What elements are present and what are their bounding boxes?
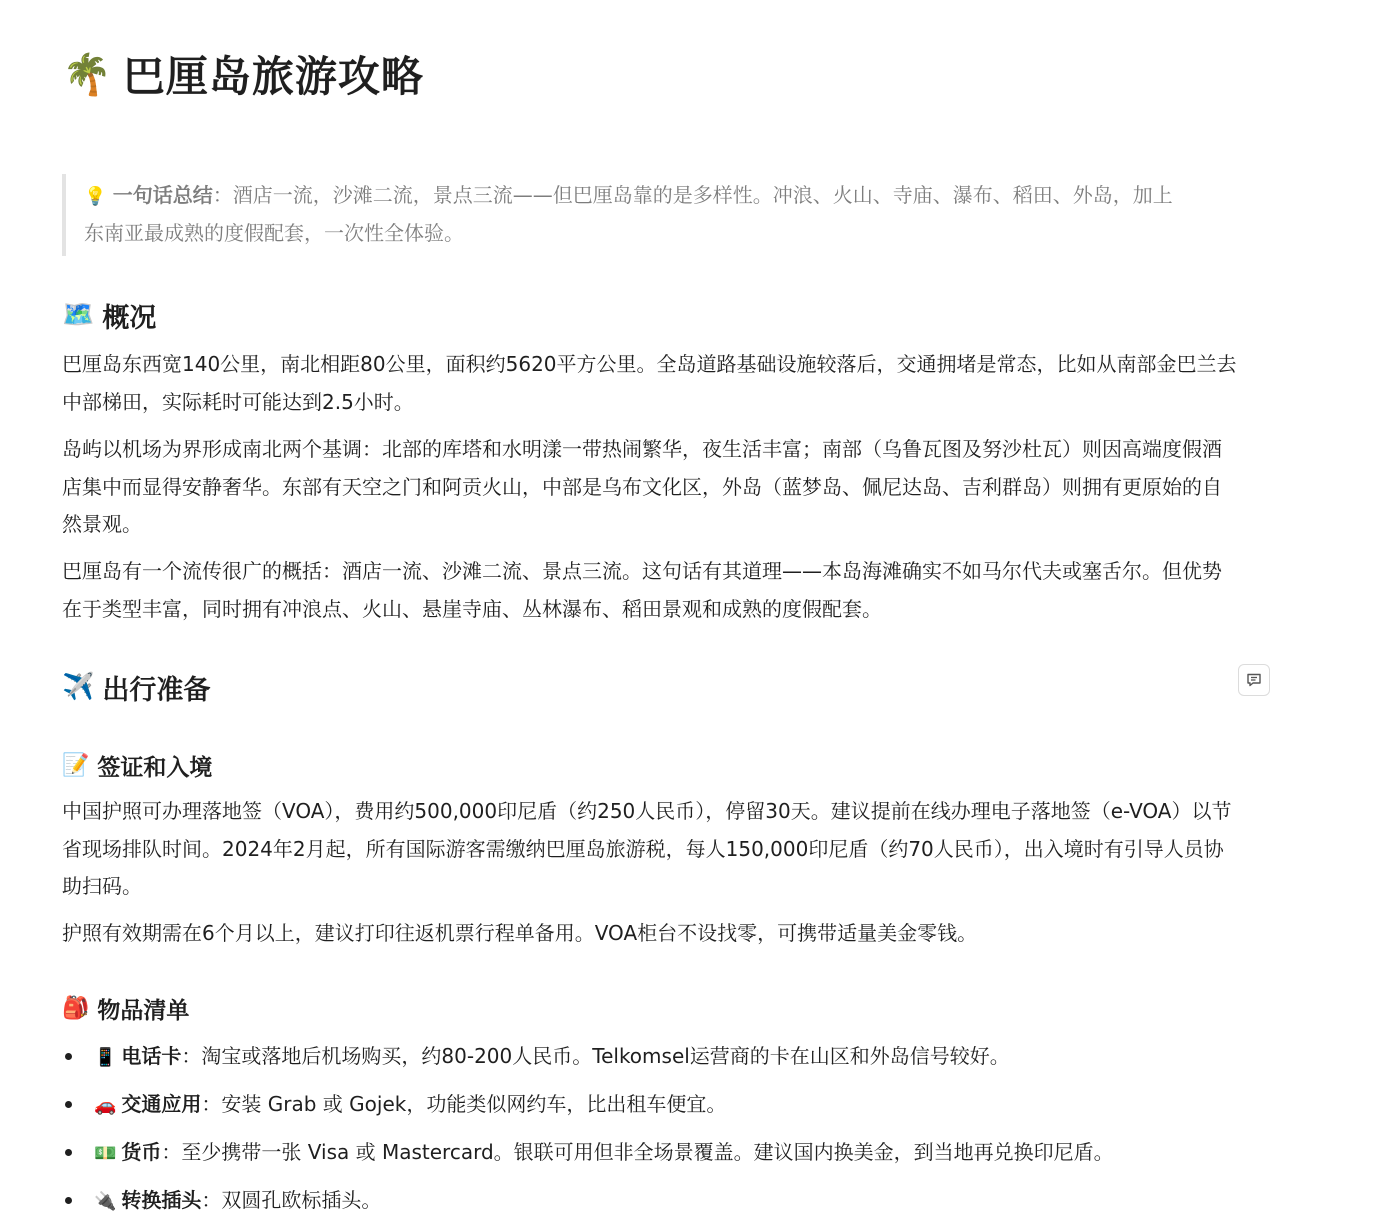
list-item-separator: ： — [201, 1092, 222, 1116]
overview-heading — [62, 295, 156, 335]
summary-text: 酒店一流，沙滩二流，景点三流——但巴厘岛靠的是多样性。冲浪、火山、寺庙、瀑布、稻田、外岛，加上东南亚最成熟的度假配套，一次性全体验。 — [84, 183, 1173, 245]
comment-icon — [1245, 671, 1263, 689]
list-item-label: 交通应用 — [121, 1092, 202, 1116]
summary-callout — [62, 174, 1222, 256]
list-item-label: 货币 — [121, 1140, 162, 1164]
list-item — [62, 1130, 1242, 1178]
comment-button[interactable] — [1238, 664, 1270, 696]
car-icon: 🚗 — [94, 1095, 117, 1116]
airplane-icon: ✈️ — [62, 672, 95, 702]
list-item-text: 至少携带一张 Visa 或 Mastercard。银联可用但非全场景覆盖。建议国内换美金，到当地再兑换印尼盾。 — [181, 1140, 1114, 1164]
page-title-text: 巴厘岛旅游攻略 — [122, 52, 424, 101]
overview-paragraph-3: 巴厘岛有一个流传很广的概括：酒店一流、沙滩二流、景点三流。这句话有其道理——本岛海滩确实不如马尔代夫或塞舌尔。但优势在于类型丰富，同时拥有冲浪点、火山、悬崖寺庙、丛林瀑布、稻田景观和成熟的度假配套。 — [62, 559, 1222, 621]
visa-paragraph-1: 中国护照可办理落地签（VOA），费用约500,000印尼盾（约250人民币），停留30天。建议提前在线办理电子落地签（e-VOA）以节省现场排队时间。2024年2月起，所有国际游客需缴纳巴厘岛旅游税，每人150,000印尼盾（约70人民币），出入境时有引导人员协助扫码。 — [62, 799, 1232, 898]
summary-label: 一句话总结 — [112, 183, 213, 207]
list-item-text: 安装 Grab 或 Gojek，功能类似网约车，比出租车便宜。 — [221, 1092, 727, 1116]
summary-separator: ： — [212, 183, 233, 207]
map-icon: 🗺️ — [62, 300, 95, 330]
page-title — [62, 42, 424, 106]
banknote-icon: 💵 — [94, 1143, 117, 1164]
backpack-icon: 🎒 — [62, 995, 90, 1021]
mobile-phone-icon: 📱 — [94, 1047, 117, 1068]
list-item-text: 淘宝或落地后机场购买，约80-200人民币。Telkomsel运营商的卡在山区和外岛信号较好。 — [201, 1044, 1010, 1068]
visa-paragraph-2: 护照有效期需在6个月以上，建议打印往返机票行程单备用。VOA柜台不设找零，可携带适量美金零钱。 — [62, 921, 978, 945]
plug-icon: 🔌 — [94, 1191, 117, 1212]
travel-prep-heading — [62, 667, 210, 707]
palm-tree-icon: 🌴 — [62, 51, 113, 98]
packing-heading — [62, 991, 189, 1025]
packing-heading-text: 物品清单 — [97, 997, 190, 1024]
list-item-separator: ： — [181, 1044, 202, 1068]
list-item-text: 双圆孔欧标插头。 — [221, 1188, 382, 1212]
visa-heading — [62, 748, 212, 782]
list-item — [62, 1082, 1242, 1130]
list-item — [62, 1034, 1242, 1082]
list-item-separator: ： — [161, 1140, 182, 1164]
packing-list — [62, 1034, 1242, 1226]
lightbulb-icon: 💡 — [84, 186, 107, 207]
travel-prep-heading-text: 出行准备 — [102, 674, 211, 706]
list-item-label: 转换插头 — [121, 1188, 202, 1212]
overview-paragraph-2: 岛屿以机场为界形成南北两个基调：北部的库塔和水明漾一带热闹繁华，夜生活丰富；南部（乌鲁瓦图及努沙杜瓦）则因高端度假酒店集中而显得安静奢华。东部有天空之门和阿贡火山，中部是乌布文化区，外岛（蓝梦岛、佩尼达岛、吉利群岛）则拥有更原始的自然景观。 — [62, 437, 1222, 536]
list-item — [62, 1178, 1242, 1226]
overview-paragraph-1: 巴厘岛东西宽140公里，南北相距80公里，面积约5620平方公里。全岛道路基础设施较落后，交通拥堵是常态，比如从南部金巴兰去中部梯田，实际耗时可能达到2.5小时。 — [62, 352, 1237, 414]
visa-heading-text: 签证和入境 — [97, 754, 213, 781]
overview-heading-text: 概况 — [102, 302, 157, 334]
list-item-separator: ： — [201, 1188, 222, 1212]
list-item-label: 电话卡 — [121, 1044, 182, 1068]
memo-icon: 📝 — [62, 752, 90, 778]
